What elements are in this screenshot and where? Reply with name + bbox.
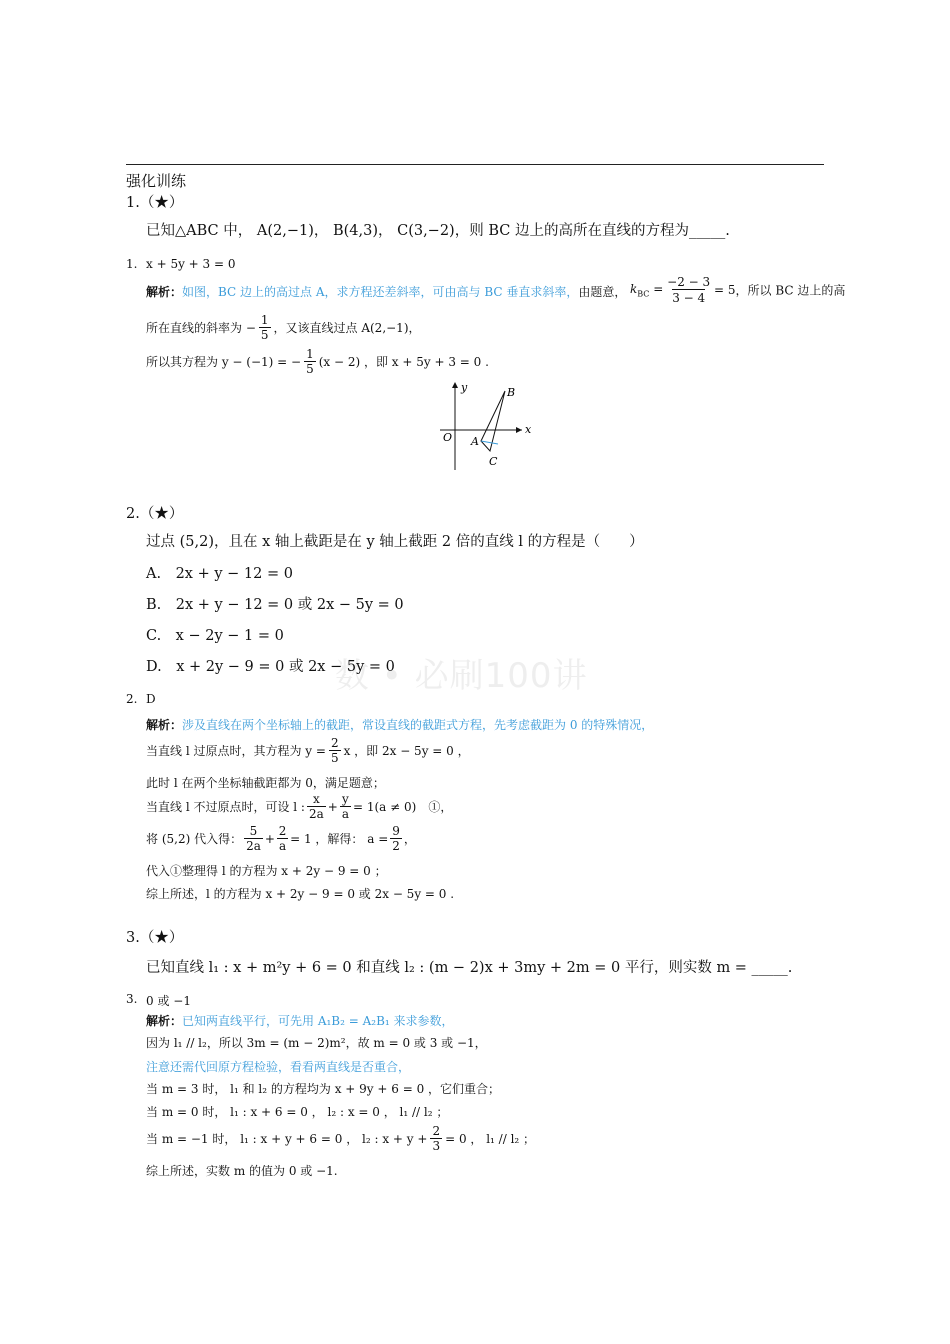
q3-label: 解析： <box>146 1014 183 1028</box>
q3-number: 3.（★） <box>126 930 184 946</box>
q2-sol-4-f3-num: 9 <box>392 824 400 838</box>
q2-sol-4-f2-num: 2 <box>278 824 287 838</box>
section-title: 强化训练 <box>126 172 187 190</box>
q2-answer-number: 2. <box>126 692 138 706</box>
q1-sol-2-den: 5 <box>260 328 269 342</box>
fig-label-o: O <box>443 431 453 444</box>
q1-stem: 已知△ABC 中， A(2,−1)， B(4,3)， C(3,−2)，则 BC 边上的高所在直线的方程为_____. <box>146 223 730 239</box>
q2-label: 解析： <box>146 718 183 732</box>
q2-option-c: C. x − 2y − 1 = 0 <box>146 628 284 644</box>
q2-sol-1-num: 2 <box>330 736 339 750</box>
q1-sol-2-num: 1 <box>260 313 269 327</box>
q1-sol-3-num: 1 <box>306 347 314 361</box>
q1-k-num: −2 − 3 <box>667 275 711 289</box>
q2-sol-3-f2-num: y <box>342 792 349 806</box>
q2-option-b: B. 2x + y − 12 = 0 或 2x − 5y = 0 <box>146 597 404 613</box>
q2-stem: 过点 (5,2)，且在 x 轴上截距是在 y 轴上截距 2 倍的直线 l 的方程是（ ） <box>146 534 644 550</box>
q1-triangle-figure <box>430 378 540 474</box>
q2-sol-4-f1-num: 5 <box>249 824 258 838</box>
q1-sol-1b: 由题意， <box>578 285 627 299</box>
q3-sol-4a: 当 m = −1 时， l₁ : x + y + 6 = 0 ， l₂ : x + y + <box>146 1132 428 1146</box>
fig-label-a: A <box>471 435 479 448</box>
q2-sol-1a: 当直线 l 过原点时，其方程为 y = <box>146 744 326 758</box>
q2-sol-5: 代入①整理得 l 的方程为 x + 2y − 9 = 0 ； <box>146 864 387 878</box>
q2-hint: 涉及直线在两个坐标轴上的截距，常设直线的截距式方程，先考虑截距为 0 的特殊情况， <box>182 718 654 732</box>
q3-sol-2: 当 m = 3 时， l₁ 和 l₂ 的方程均为 x + 9y + 6 = 0 ，它们重合； <box>146 1082 501 1096</box>
q3-sol-1: 因为 l₁ // l₂，所以 3m = (m − 2)m²，故 m = 0 或 3 或 −1， <box>146 1036 487 1050</box>
q2-sol-3a: 当直线 l 不过原点时，可设 l : <box>146 800 305 814</box>
q1-sol-3-den: 5 <box>306 362 314 376</box>
q2-sol-4c: ， <box>403 832 416 846</box>
q2-sol-6: 综上所述，l 的方程为 x + 2y − 9 = 0 或 2x − 5y = 0 . <box>146 887 455 901</box>
q2-sol-1-den: 5 <box>330 751 339 765</box>
q1-sol-1c: ，所以 BC 边上的高 <box>735 283 846 298</box>
fig-label-y: y <box>461 381 468 394</box>
q3-hint: 已知两直线平行，可先用 A₁B₂ = A₂B₁ 来求参数， <box>182 1014 454 1028</box>
q2-sol-4-plus: + <box>264 831 275 846</box>
q2-sol-4-f1-den: 2a <box>246 839 261 853</box>
q1-k: k <box>630 281 638 296</box>
q3-sol-5: 综上所述，实数 m 的值为 0 或 −1. <box>146 1164 338 1178</box>
q3-answer-number: 3. <box>126 992 138 1006</box>
q1-k-rhs: = 5 <box>714 283 736 297</box>
q1-sol-3b: (x − 2) ，即 x + 5y + 3 = 0 . <box>318 355 489 369</box>
q3-sol-4-den: 3 <box>432 1139 441 1153</box>
q3-sol-3: 当 m = 0 时， l₁ : x + 6 = 0 ， l₂ : x = 0 ， l₁ // l₂ ； <box>146 1105 449 1119</box>
q2-answer: D <box>146 692 156 706</box>
q3-sol-4-num: 2 <box>432 1124 441 1138</box>
q2-sol-4-f2-den: a <box>278 839 287 853</box>
q1-label: 解析： <box>146 285 183 299</box>
q3-hint-2: 注意还需代回原方程检验，看看两直线是否重合， <box>146 1060 411 1074</box>
q1-answer: x + 5y + 3 = 0 <box>146 257 236 271</box>
q1-k-sub: BC <box>637 289 650 299</box>
q2-sol-1b: x ，即 2x − 5y = 0 ， <box>343 744 470 758</box>
q2-sol-3b: = 1(a ≠ 0) ①， <box>353 800 453 814</box>
q2-sol-3-f1-den: 2a <box>308 807 324 821</box>
y-axis-arrow-icon <box>452 382 458 388</box>
q1-number: 1.（★） <box>126 195 184 211</box>
q2-sol-4a: 将 (5,2) 代入得： <box>146 832 243 846</box>
header-rule <box>126 164 824 165</box>
q3-sol-4b: = 0 ， l₁ // l₂ ； <box>445 1132 536 1146</box>
q1-sol-3a: 所以其方程为 y − (−1) = − <box>146 355 302 369</box>
q1-hint: 如图，BC 边上的高过点 A，求方程还差斜率，可由高与 BC 垂直求斜率， <box>182 285 579 299</box>
watermark: 数 • 必刷100讲 <box>335 656 588 696</box>
q2-sol-4b: = 1 ，解得： a = <box>290 832 389 846</box>
fig-label-x: x <box>525 423 532 436</box>
q2-option-a: A. 2x + y − 12 = 0 <box>146 566 293 582</box>
q2-number: 2.（★） <box>126 506 184 522</box>
q1-sol-2b: ，又该直线过点 A(2,−1)， <box>273 321 421 335</box>
q1-sol-2a: 所在直线的斜率为 − <box>146 321 256 335</box>
q1-answer-number: 1. <box>126 257 138 271</box>
q3-answer: 0 或 −1 <box>146 994 191 1008</box>
q2-sol-4-f3-den: 2 <box>392 839 400 853</box>
q1-k-den: 3 − 4 <box>672 291 706 305</box>
x-axis-arrow-icon <box>516 427 522 433</box>
fig-label-c: C <box>489 455 498 468</box>
q2-sol-3-f1-num: x <box>312 792 320 806</box>
q2-sol-2: 此时 l 在两个坐标轴截距都为 0，满足题意； <box>146 776 385 790</box>
q1-slope-formula <box>630 275 845 305</box>
fig-label-b: B <box>507 386 516 399</box>
q2-sol-3-f2-den: a <box>341 807 349 821</box>
q1-k-eq: = <box>653 281 664 296</box>
q2-sol-3-plus: + <box>327 799 338 814</box>
q3-stem: 已知直线 l₁ : x + m²y + 6 = 0 和直线 l₂ : (m − 2)x + 3my + 2m = 0 平行，则实数 m = _____. <box>146 960 793 976</box>
q2-option-d: D. x + 2y − 9 = 0 或 2x − 5y = 0 <box>146 659 395 675</box>
